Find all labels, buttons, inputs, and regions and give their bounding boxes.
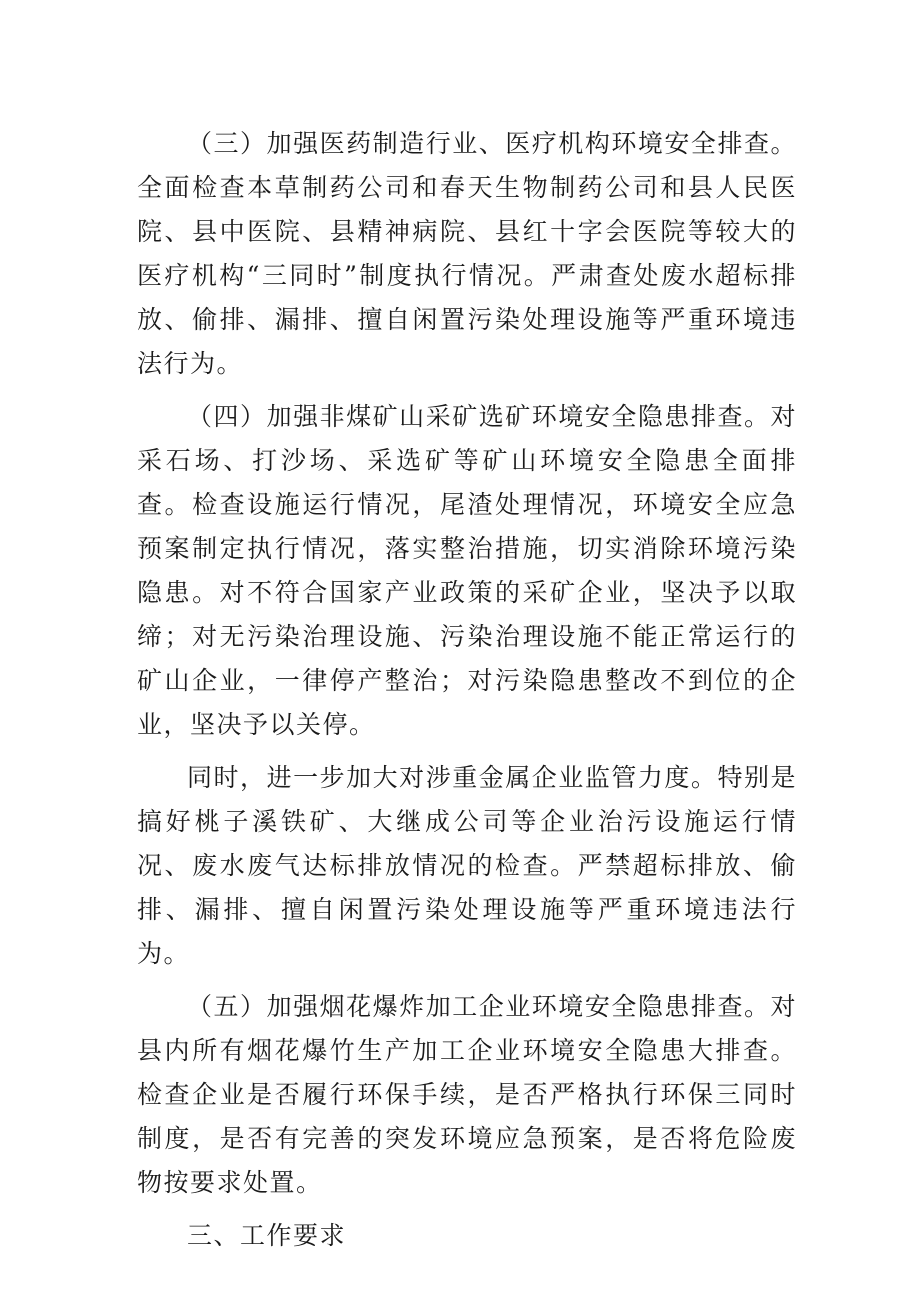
paragraph-medical-inspection: （三）加强医药制造行业、医疗机构环境安全排查。全面检查本草制药公司和春天生物制药公司和县人民医院、县中医院、县精神病院、县红十字会医院等较大的医疗机构“三同时”制度执行情况。严肃查处废水超标排放、偷排、漏排、擅自闲置污染处理设施等严重环境违法行为。: [137, 129, 797, 378]
paragraph-heavy-metal-supervision: 同时，进一步加大对涉重金属企业监管力度。特别是搞好桃子溪铁矿、大继成公司等企业治污设施运行情况、废水废气达标排放情况的检查。严禁超标排放、偷排、漏排、擅自闲置污染处理设施等严重环境违法行为。: [137, 763, 797, 968]
paragraph-mining-inspection: （四）加强非煤矿山采矿选矿环境安全隐患排查。对采石场、打沙场、采选矿等矿山环境安全隐患全面排查。检查设施运行情况，尾渣处理情况，环境安全应急预案制定执行情况，落实整治措施，切实消除环境污染隐患。对不符合国家产业政策的采矿企业，坚决予以取缔；对无污染治理设施、污染治理设施不能正常运行的矿山企业，一律停产整治；对污染隐患整改不到位的企业，坚决予以关停。: [137, 402, 797, 739]
section-heading-work-requirements: 三、工作要求: [187, 1221, 347, 1250]
paragraph-fireworks-inspection: （五）加强烟花爆炸加工企业环境安全隐患排查。对县内所有烟花爆竹生产加工企业环境安全隐患大排查。检查企业是否履行环保手续，是否严格执行环保三同时制度，是否有完善的突发环境应急预案，是否将危险废物按要求处置。: [137, 992, 797, 1197]
document-body: [137, 122, 797, 1283]
